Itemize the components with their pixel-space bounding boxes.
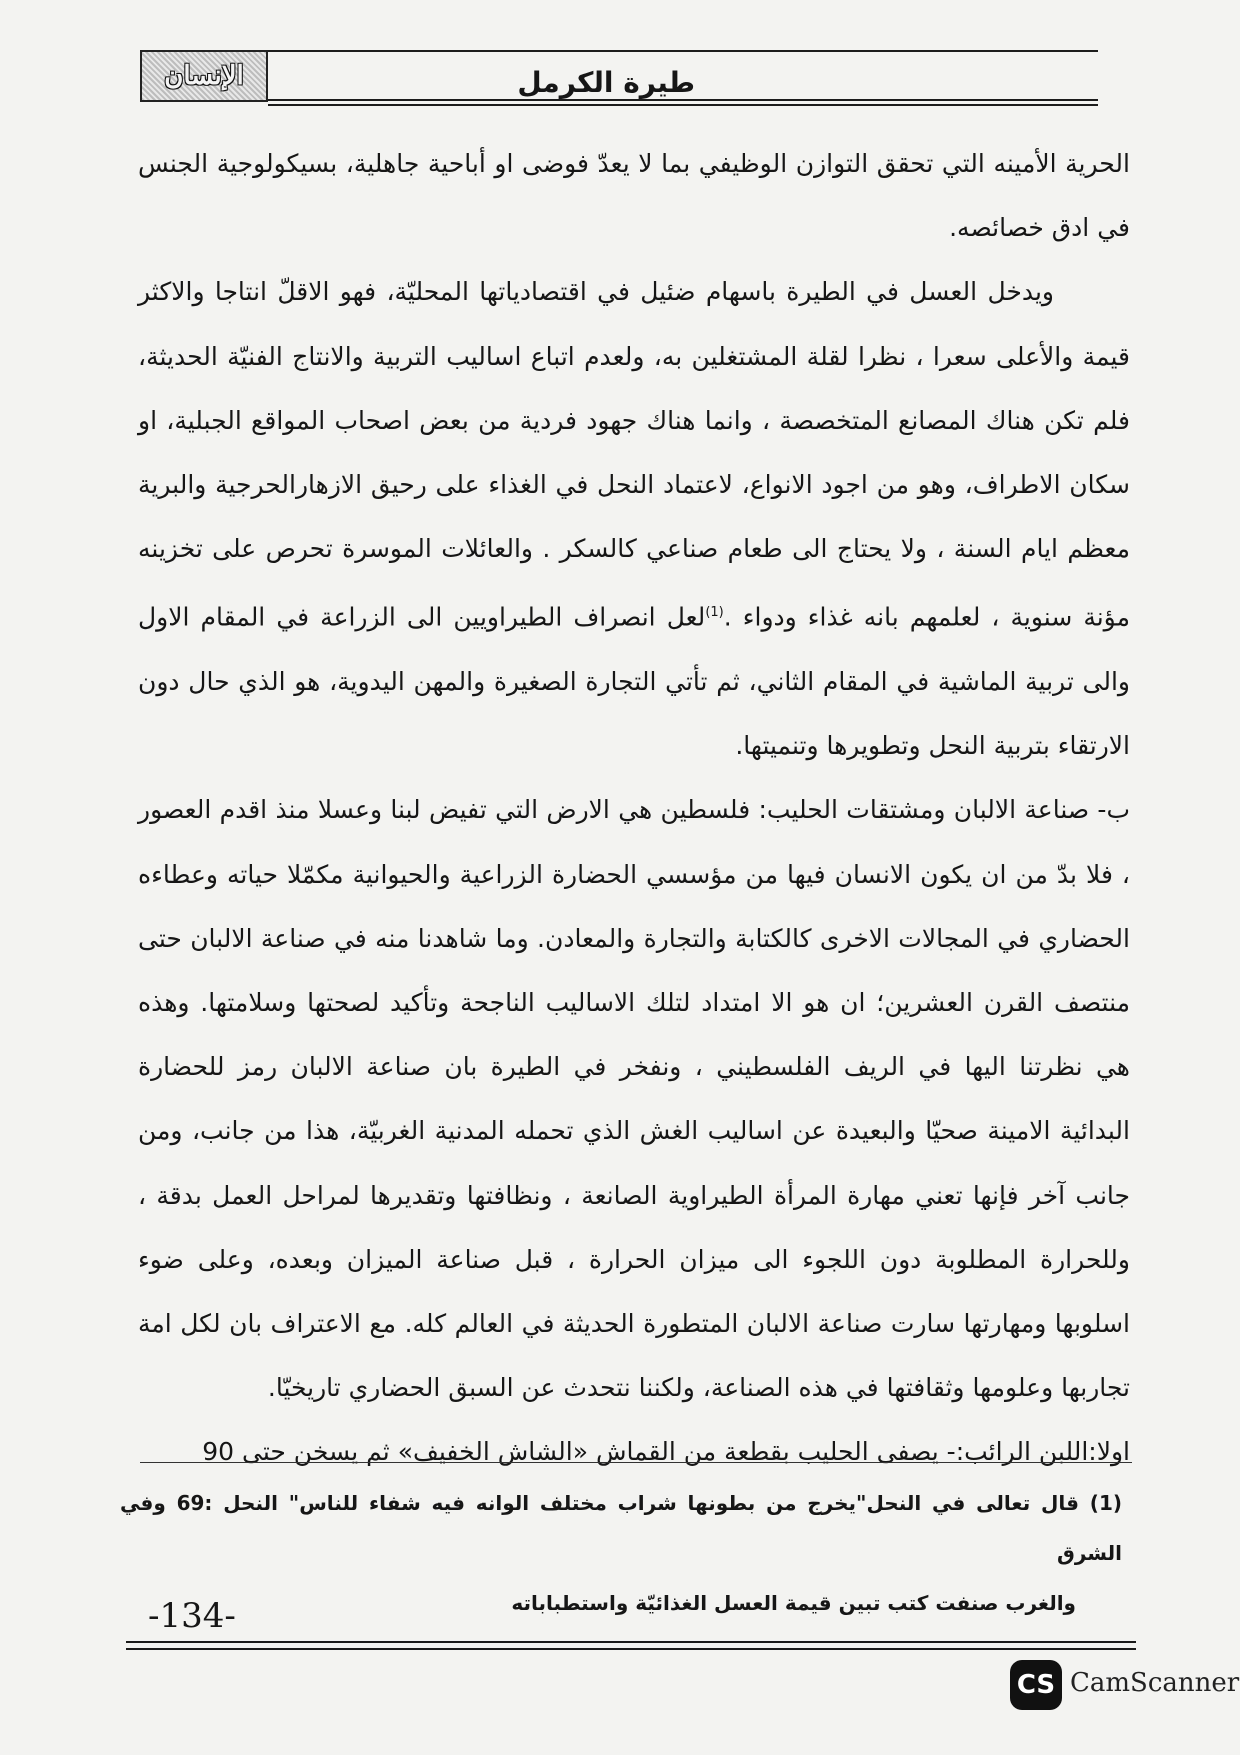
paragraph-1: الحرية الأمينه التي تحقق التوازن الوظيفي بما لا يعدّ فوضى او أباحية جاهلية، بسيكولوجية الجنس في ادق خصائصه. bbox=[138, 149, 1130, 243]
footnote-separator bbox=[140, 1462, 1132, 1463]
camscanner-logo-icon bbox=[1010, 1660, 1062, 1710]
footnote-line-1: (1) قال تعالى في النحل"يخرج من بطونها شراب مختلف الوانه فيه شفاء للناس" النحل :69 وفي الشرق bbox=[120, 1491, 1122, 1565]
header-badge-text: الإنسان bbox=[164, 61, 244, 91]
camscanner-logo-text: CS bbox=[1016, 1670, 1056, 1700]
page-number: -134- bbox=[148, 1596, 236, 1636]
camscanner-watermark-text: CamScanner bbox=[1070, 1668, 1240, 1698]
paragraph-2-part-1: ويدخل العسل في الطيرة باسهام ضئيل في اقتصادياتها المحليّة، فهو الاقلّ انتاجا والاكثر قيمة والأعلى سعرا ، نظرا لقلة المشتغلين به، ولعدم اتباع اساليب التربية والانتاج الفنيّة الحديثة، فلم تكن هناك المصانع المتخصصة ، وانما هناك جهود فردية من بعض اصحاب المواقع الجبلية، او سكان الاطراف، وهو من اجود الانواع، لاعتماد النحل في الغذاء على رحيق الازهارالحرجية والبرية معظم ايام السنة ، ولا يحتاج الى طعام صناعي كالسكر . والعائلات الموسرة تحرص على تخزينه مؤنة سنوية ، لعلمهم بانه غذاء ودواء . bbox=[138, 277, 1130, 632]
header-top-rule bbox=[268, 50, 1098, 52]
running-header-title: طيرة الكرمل bbox=[517, 66, 695, 99]
footnote-ref: (1) bbox=[705, 605, 724, 621]
paragraph-3: ب- صناعة الالبان ومشتقات الحليب: فلسطين هي الارض التي تفيض لبنا وعسلا منذ اقدم العصور ، فلا بدّ من ان يكون الانسان فيها من مؤسسي الحضارة الزراعية والحيوانية مكمّلا حياته وعطاءه الحضاري في المجالات الاخرى كالكتابة والتجارة والمعادن. وما شاهدنا منه في صناعة الالبان حتى منتصف القرن العشرين؛ ان هو الا امتداد لتلك الاساليب الناجحة وتأكيد لصحتها وسلامتها. وهذه هي نظرتنا اليها في الريف الفلسطيني ، ونفخر في الطيرة بان صناعة الالبان رمز للحضارة البدائية الامينة صحيّا والبعيدة عن اساليب الغش الذي تحمله المدنية الغربيّة، هذا من جانب، ومن جانب آخر فإنها تعني مهارة المرأة الطيراوية الصانعة ، ونظافتها وتقديرها لمراحل العمل بدقة ، وللحرارة المطلوبة دون اللجوء الى ميزان الحرارة ، قبل صناعة الميزان وبعده، وعلى ضوء اسلوبها ومهارتها سارت صناعة الالبان المتطورة الحديثة في العالم كله. مع الاعتراف بان لكل امة تجاربها وعلومها وثقافتها في هذه الصناعة، ولكننا نتحدث عن السبق الحضاري تاريخيّا. bbox=[138, 795, 1130, 1403]
footnote bbox=[120, 1478, 1122, 1628]
paragraph-2 bbox=[138, 260, 1130, 778]
paragraph-2-part-2: لعل انصراف الطيراويين الى الزراعة في المقام الاول والى تربية الماشية في المقام الثاني، ثم تأتي التجارة الصغيرة والمهن اليدوية، هو الذي حال دون الارتقاء بتربية النحل وتطويرها وتنميتها. bbox=[138, 602, 1130, 761]
header-bottom-rule bbox=[268, 99, 1098, 101]
body-text bbox=[138, 132, 1130, 1485]
header-badge bbox=[140, 50, 268, 102]
paragraph-4: اولا:اللبن الرائب:- يصفى الحليب بقطعة من القماش «الشاش الخفيف» ثم يسخن حتى 90 bbox=[202, 1437, 1130, 1467]
footer-rule-2 bbox=[126, 1648, 1136, 1650]
footer-rule-1 bbox=[126, 1641, 1136, 1643]
header-bottom-rule-2 bbox=[268, 104, 1098, 106]
footnote-line-2: والغرب صنفت كتب تبين قيمة العسل الغذائيّة واستطباباته bbox=[511, 1591, 1076, 1615]
